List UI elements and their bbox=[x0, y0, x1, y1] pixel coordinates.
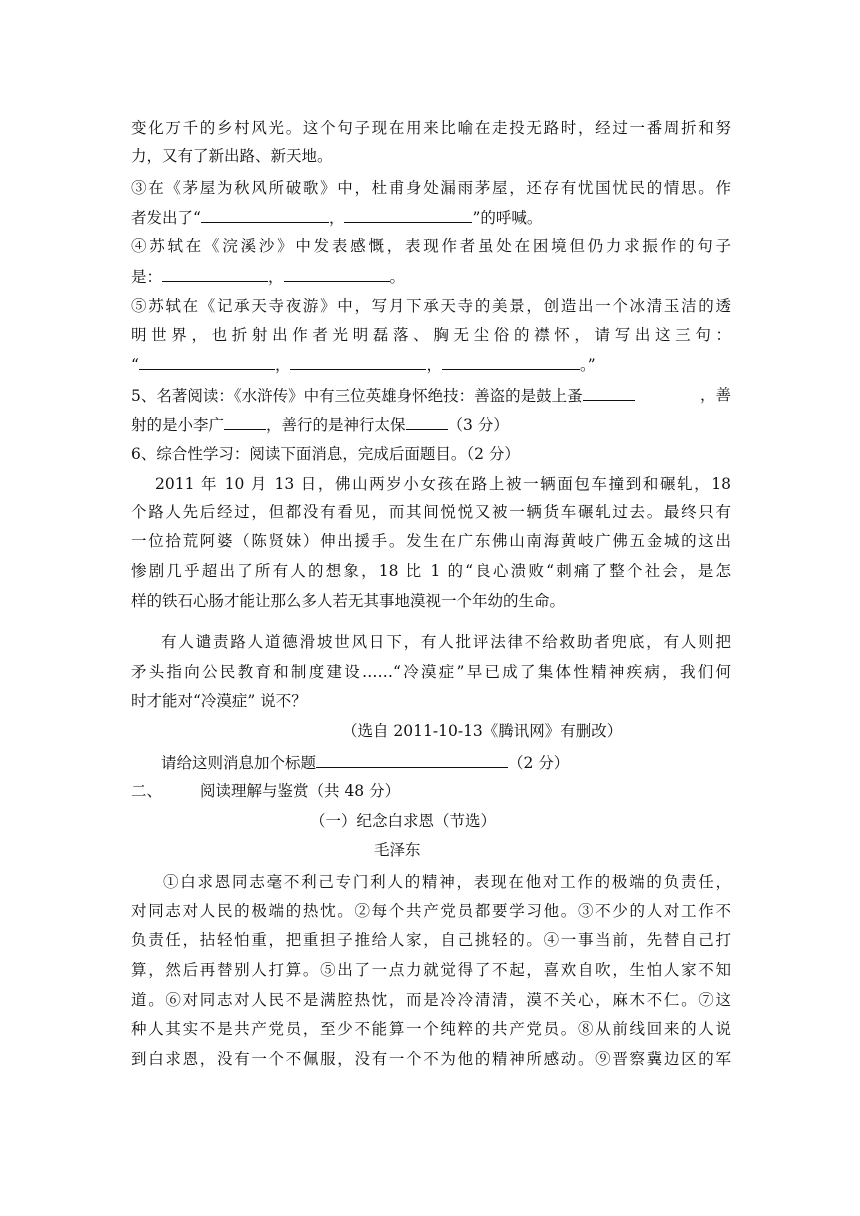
question-line bbox=[131, 296, 731, 316]
text-span: 有人谴责路人道德滑坡世风日下，有人批评法律不给救助者兜底，有人则把 bbox=[161, 633, 731, 651]
text-span: ， bbox=[268, 268, 284, 286]
text-span: 样的铁石心肠才能让那么多人若无其事地漠视一个年幼的生命。 bbox=[131, 592, 566, 610]
text-span: 2011 年 10 月 13 日，佛山两岁小女孩在路上被一辆面包车撞到和碾轧，18 bbox=[155, 475, 731, 493]
text-span: 道。⑥对同志对人民不是满腔热忱，而是冷冷清清，漠不关心，麻木不仁。⑦这 bbox=[131, 991, 731, 1009]
title-answer-blank[interactable] bbox=[316, 752, 508, 768]
question-line bbox=[131, 207, 731, 228]
text-span: 矛头指向公民教育和制度建设……“冷漠症”早已成了集体性精神疾病，我们何 bbox=[131, 663, 731, 681]
text-span: ①白求恩同志毫不利己专门利人的精神，表现在他对工作的极端的负责任， bbox=[163, 873, 731, 891]
text-span: “ bbox=[131, 356, 139, 374]
question-line bbox=[131, 354, 731, 375]
text-span: ，善 bbox=[699, 386, 731, 404]
answer-blank[interactable] bbox=[201, 207, 329, 223]
passage-title bbox=[310, 811, 610, 831]
section-number: 二、 bbox=[131, 782, 163, 800]
paragraph-line bbox=[155, 474, 731, 494]
answer-blank[interactable] bbox=[290, 354, 426, 370]
section-heading bbox=[131, 781, 731, 801]
text-span: 到白求恩，没有一个不佩服，没有一个不为他的精神所感动。⑨晋察冀边区的军 bbox=[131, 1050, 731, 1068]
text-line bbox=[131, 118, 731, 138]
passage-line bbox=[163, 872, 731, 892]
text-span: 力，又有了新出路、新天地。 bbox=[131, 147, 333, 165]
text-line bbox=[131, 146, 731, 166]
text-span: 者发出了“ bbox=[131, 209, 201, 227]
answer-blank[interactable] bbox=[284, 266, 390, 282]
text-span: （3 分） bbox=[447, 416, 509, 434]
question-line bbox=[131, 178, 731, 198]
text-span: 6、综合性学习：阅读下面消息，完成后面题目。（2 分） bbox=[131, 445, 520, 463]
text-span: ”的呼喊。 bbox=[472, 209, 543, 227]
answer-blank[interactable] bbox=[442, 354, 580, 370]
text-span: ， bbox=[328, 209, 345, 227]
answer-blank[interactable] bbox=[224, 414, 266, 430]
question-line bbox=[161, 752, 731, 773]
text-span: ， bbox=[274, 356, 291, 374]
paragraph-line bbox=[131, 662, 731, 682]
text-span: 变化万千的乡村风光。这个句子现在用来比喻在走投无路时，经过一番周折和努 bbox=[131, 119, 731, 137]
text-span: ， bbox=[426, 356, 442, 374]
text-span: 5、名著阅读：《水浒传》中有三位英雄身怀绝技：善盗的是鼓上蚤 bbox=[131, 387, 583, 405]
question-line bbox=[131, 236, 731, 256]
answer-blank[interactable] bbox=[162, 266, 268, 282]
text-span: ⑤苏轼在《记承天寺夜游》中，写月下承天寺的美景，创造出一个冰清玉洁的透 bbox=[131, 297, 731, 315]
paragraph-line bbox=[131, 691, 731, 711]
text-span: 是： bbox=[131, 268, 163, 286]
text-span: 惨剧几乎超出了所有人的想象，18 比 1 的“良心溃败“刺痛了整个社会，是怎 bbox=[131, 562, 731, 580]
paragraph-line bbox=[131, 531, 731, 551]
passage-line bbox=[131, 1049, 731, 1069]
answer-blank[interactable] bbox=[139, 354, 275, 370]
answer-blank[interactable] bbox=[344, 207, 472, 223]
paragraph-line bbox=[131, 591, 731, 611]
question-line bbox=[131, 444, 731, 464]
paragraph-line bbox=[131, 561, 731, 581]
text-span: 一位拾荒阿婆（陈贤妹）伸出援手。发生在广东佛山南海黄岐广佛五金城的这出 bbox=[131, 532, 731, 550]
text-span: （选自 2011-10-13《腾讯网》有删改） bbox=[342, 722, 623, 740]
text-span: 算，然后再替别人打算。⑤出了一点力就觉得了不起，喜欢自吹，生怕人家不知 bbox=[131, 961, 731, 979]
passage-line bbox=[131, 901, 731, 921]
passage-line bbox=[131, 990, 731, 1010]
answer-blank[interactable] bbox=[583, 385, 635, 401]
text-span: 时才能对“冷漠症” 说不？ bbox=[131, 692, 307, 710]
text-span: 负责任，拈轻怕重，把重担子推给人家，自己挑轻的。④一事当前，先替自己打 bbox=[131, 931, 731, 949]
text-span: 个路人先后经过，但都没有看见，而其间悦悦又被一辆货车碾轧过去。最终只有 bbox=[131, 503, 731, 521]
text-span: 请给这则消息加个标题 bbox=[161, 754, 317, 772]
passage-line bbox=[131, 930, 731, 950]
question-line bbox=[131, 385, 731, 406]
text-span: ③在《茅屋为秋风所破歌》中，杜甫身处漏雨茅屋，还存有忧国忧民的情思。作 bbox=[131, 179, 731, 197]
question-line bbox=[131, 414, 731, 435]
text-span: （2 分） bbox=[508, 754, 570, 772]
text-span: 明世界，也折射出作者光明磊落、胸无尘俗的襟怀，请写出这三句： bbox=[131, 326, 731, 344]
text-span: 对同志对人民的极端的热忱。②每个共产党员都要学习他。③不少的人对工作不 bbox=[131, 902, 731, 920]
text-span: 种人其实不是共产党员，至少不能算一个纯粹的共产党员。⑧从前线回来的人说 bbox=[131, 1020, 731, 1038]
passage-line bbox=[131, 1019, 731, 1039]
text-span: 射的是小李广 bbox=[131, 416, 225, 434]
text-span: 。” bbox=[579, 356, 596, 374]
answer-blank[interactable] bbox=[406, 414, 448, 430]
question-line bbox=[131, 325, 731, 345]
question-line bbox=[131, 266, 731, 287]
text-span: （一）纪念白求恩（节选） bbox=[310, 812, 497, 830]
source-line bbox=[342, 721, 722, 741]
text-span: 毛泽东 bbox=[374, 841, 421, 859]
text-span: 。 bbox=[389, 268, 406, 286]
paragraph-line bbox=[161, 632, 731, 652]
text-span: ④苏轼在《浣溪沙》中发表感慨，表现作者虽处在困境但仍力求振作的句子 bbox=[131, 237, 731, 255]
text-span: ，善行的是神行太保 bbox=[266, 416, 406, 434]
section-title: 阅读理解与鉴赏（共 48 分） bbox=[200, 782, 401, 800]
passage-author bbox=[374, 840, 474, 860]
paragraph-line bbox=[131, 502, 731, 522]
passage-line bbox=[131, 960, 731, 980]
